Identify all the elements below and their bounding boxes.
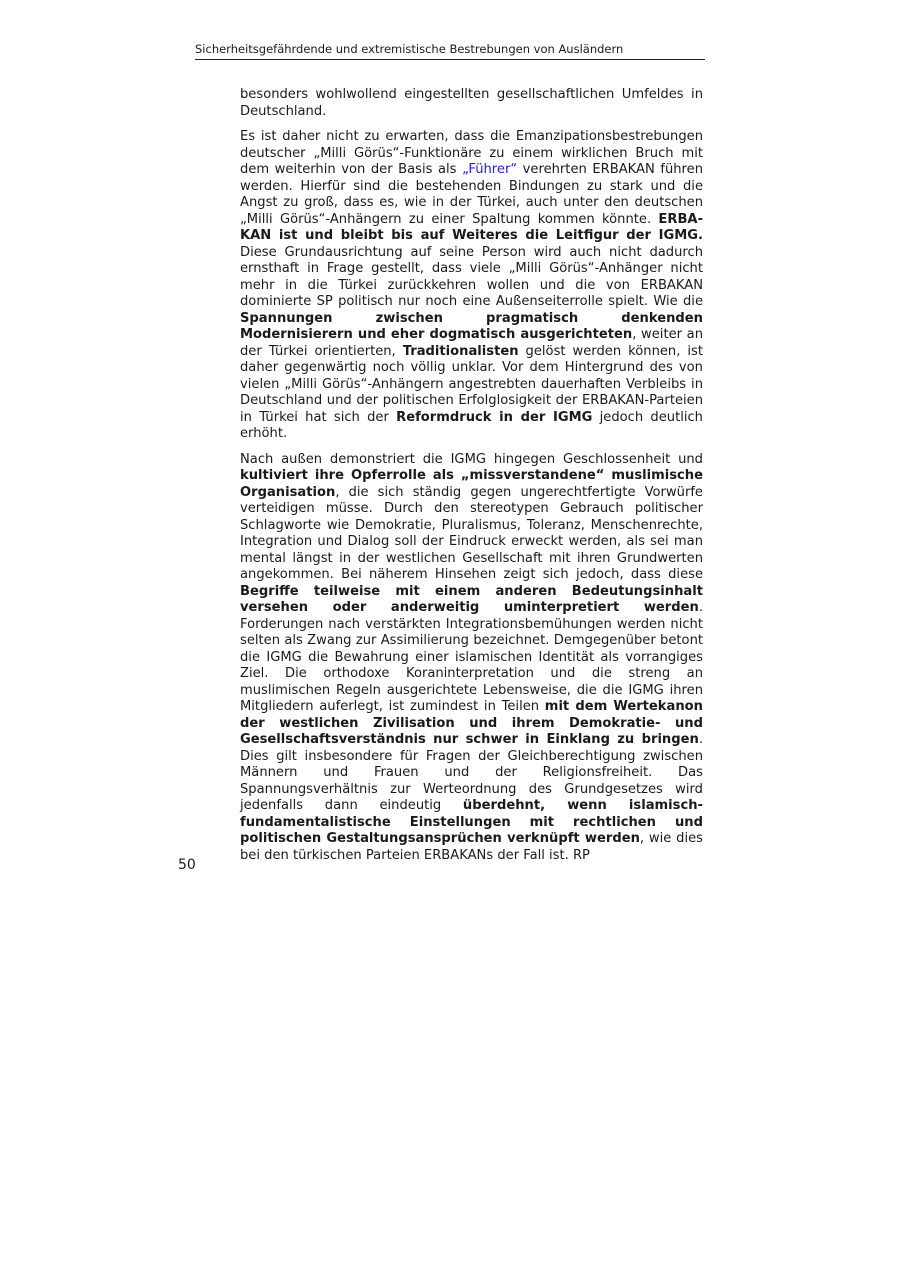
text-run: Diese Grundausrichtung auf seine Person wird auch nicht dadurch ernsthaft in Frage gestellt, dass viele „Milli Görüs“-Anhänger nicht mehr in die Türkei zurückkehren wollen und die von ERBAKAN dominierte SP politisch nur noch eine Außenseiterrolle spielt. Wie die [240, 244, 703, 309]
bold-emphasis: kultiviert ihre Opferrolle als „missverstandene“ muslimische Organisation [240, 468, 703, 500]
text-run: . Forderungen nach verstärkten Integrationsbemühungen werden nicht selten als Zwang zur Assimilierung bezeichnet. Demgegenüber betont die IGMG die Bewahrung einer islamischen Identität als vorrangiges Ziel. Die orthodoxe Koraninterpretation und die streng an muslimischen Regeln ausgerichtete Lebensweise, die die IGMG ihren Mitgliedern auferlegt, ist zumindest in Teilen [240, 600, 703, 714]
text-run: . Dies gilt insbesondere für Fragen der Gleichberechtigung zwischen Männern und Frauen und der Religionsfreiheit. Das Spannungsverhältnis zur Werteordnung des Grundgesetzes wird jedenfalls dann eindeutig [240, 732, 703, 813]
bold-emphasis: Begriffe teilweise mit einem anderen Bedeutungsinhalt versehen oder anderweitig uminterpretiert werden [240, 583, 703, 615]
bold-emphasis: mit dem Wertekanon der westlichen Zivilisation und ihrem Demokratie- und Gesellschaftsverständnis nur schwer in Einklang zu bringen [240, 699, 703, 747]
body-text [240, 87, 703, 873]
paragraph [240, 87, 703, 120]
text-run: verehrten ERBAKAN führen werden. Hierfür sind die bestehenden Bindungen zu stark und die Angst zu groß, dass es, wie in der Türkei, auch unter den deutschen „Milli Görüs“-Anhängern zu einer Spaltung kommen könnte. [240, 162, 703, 227]
paragraph [240, 129, 703, 443]
bold-emphasis: überdehnt, wenn islamisch-fundamentalistische Einstellungen mit rechtlichen und politischen Gestaltungsansprüchen verknüpft werden [240, 798, 703, 846]
text-run: Es ist daher nicht zu erwarten, dass die Emanzipationsbestrebungen deutscher „Milli Görüs“-Funktionäre zu einem wirklichen Bruch mit dem weiterhin von der Basis als [240, 129, 703, 177]
glossary-link[interactable]: „Führer“ [462, 162, 518, 177]
bold-emphasis: Reformdruck in der IGMG [396, 409, 593, 425]
text-run: , wie dies bei den türkischen Parteien ERBAKANs der Fall ist. RP [240, 831, 704, 863]
text-run: Nach außen demonstriert die IGMG hingegen Geschlossenheit und [240, 451, 703, 467]
text-run: , die sich ständig gegen ungerechtfertigte Vorwürfe verteidigen müsse. Durch den stereotypen Gebrauch politischer Schlagworte wie Demokratie, Pluralismus, Toleranz, Menschenrechte, Integration und Dialog soll der Eindruck erweckt werden, als sei man mental längst in der westlichen Gesellschaft mit ihren Grundwerten angekommen. Bei näherem Hinsehen zeigt sich jedoch, dass diese [240, 484, 703, 582]
page-number: 50 [178, 857, 196, 873]
running-header [195, 41, 705, 60]
running-header-title: Sicherheitsgefährdende und extremistische Bestrebungen von Ausländern [195, 42, 624, 56]
paragraph [240, 452, 703, 865]
text-run: jedoch deutlich erhöht. [240, 409, 703, 441]
bold-emphasis: ERBAKAN ist und bleibt bis auf Weiteres die Leitfigur der IGMG. [240, 211, 703, 243]
text-run: gelöst werden können, ist daher gegenwärtig noch völlig unklar. Vor dem Hintergrund des von vielen „Milli Görüs“-Anhängern angestrebten dauerhaften Verbleibs in Deutschland und der politischen Erfolglosigkeit der ERBAKAN-Parteien in Türkei hat sich der [240, 343, 703, 425]
bold-emphasis: Traditionalisten [402, 343, 519, 359]
text-run: , weiter an der Türkei orientierten, [240, 327, 703, 359]
bold-emphasis: Spannungen zwischen pragmatisch denkenden Modernisierern und eher dogmatisch ausgerichteten [240, 310, 703, 342]
text-run: besonders wohlwollend eingestellten gesellschaftlichen Umfeldes in Deutschland. [240, 87, 703, 119]
